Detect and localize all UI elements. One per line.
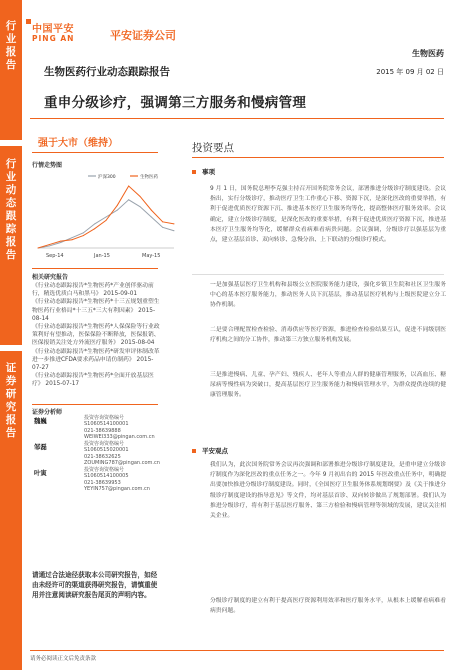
- analyst-entry: [32, 415, 162, 441]
- series-point: [162, 227, 163, 228]
- report-subtitle: 生物医药行业动态跟踪报告: [44, 66, 170, 78]
- para-event: 9 月 1 日，国务院总理李克强主持召开国务院常务会议，部署推进分级诊疗制度建设。会议指出，实行分级诊疗，推动医疗卫生工作重心下移、资源下沉，是深化医改的重要举措，有利于促进优质医疗资源下沉、推进基本医疗卫生服务均等化，提高整体医疗服务效率。会议确定，建立分级诊疗制度，是深化医改的重要举措，有利于促进优质医疗资源下沉，推进基本医疗卫生服务均等化，缓解群众看病难看病贵问题。会议强调，分级诊疗以强基层为重点，建立基层首诊、双向转诊、急慢分治、上下联动的分级诊疗模式。: [210, 186, 446, 244]
- series-point: [117, 205, 118, 206]
- brand-name: 平安证券公司: [110, 29, 176, 42]
- analyst-details: 投资咨询资格编号 S1060514100005 021-38639953 YEYIN757@pingan.com.cn: [84, 467, 150, 493]
- footer-note: 请务必阅读正文后免责条款: [30, 650, 444, 662]
- section-head-event: 事项: [202, 168, 215, 176]
- series-point: [117, 210, 118, 211]
- related-item[interactable]: 《行业动态跟踪报告*生物医药*研发审评体制改革进一步推进CFDA要求药品申请仿制药》 2015-07-27: [32, 348, 160, 372]
- section-head-view: 平安观点: [202, 447, 228, 455]
- para-3: 三是推进慢病、儿童、孕产妇、残疾人、老年人等重点人群的健康管理服务，以高血压、糖尿病等慢性病为突破口，提高基层医疗卫生服务能力和慢病管理水平，为群众提供连续的健康管理服务。: [210, 372, 446, 399]
- legend-label: 生物医药: [140, 175, 158, 180]
- related-divider: [32, 268, 158, 269]
- series-point: [49, 244, 50, 245]
- trend-chart: [32, 170, 182, 262]
- analyst-divider: [32, 404, 158, 405]
- series-point: [83, 235, 84, 236]
- trend-label: 行情走势图: [32, 162, 63, 169]
- related-item[interactable]: 《行业动态跟踪报告*生物医药*全面开放基层医疗》 2015-07-17: [32, 373, 154, 388]
- analyst-details: 投资咨询资格编号 S1060514100001 021-38639888 WEIWEI333@pingan.com.cn: [84, 415, 155, 441]
- series-point: [94, 228, 95, 229]
- series-point: [140, 196, 141, 197]
- analyst-name: 邹磊: [34, 443, 47, 451]
- series-point: [83, 232, 84, 233]
- series-point: [140, 206, 141, 207]
- rating-divider: [32, 152, 158, 153]
- analyst-name: 叶寅: [34, 469, 47, 477]
- series-point: [94, 223, 95, 224]
- industry-label: 生物医药: [412, 49, 444, 58]
- report-date: 2015 年 09 月 02 日: [376, 68, 444, 76]
- analyst-name: 魏巍: [34, 417, 47, 425]
- series-point: [72, 239, 73, 240]
- disclaimer-text: 请通过合法途径获取本公司研究报告，如经由未经许可的渠道获得研究报告，请慎重使用并注意阅读研究报告尾页的声明内容。: [32, 571, 158, 599]
- series-point: [60, 242, 61, 243]
- series-point: [49, 245, 50, 246]
- related-list: [32, 282, 162, 389]
- series-point: [151, 217, 152, 218]
- series-point: [106, 220, 107, 221]
- para-divider: [192, 274, 444, 275]
- rating-label: 强于大市（维持）: [38, 138, 118, 149]
- analyst-details: 投资咨询资格编号 S1060515020001 021-38632625 ZOUMING787@pingan.com.cn: [84, 441, 160, 467]
- bullet-icon: [192, 170, 196, 174]
- side-label-report: 行业报告: [5, 20, 17, 71]
- analyst-entry: [32, 441, 162, 467]
- x-tick-label: Jan-15: [94, 253, 110, 259]
- pingan-logo-icon: [26, 19, 31, 24]
- related-item[interactable]: 《行业动态跟踪报告*生物医药*十三五规划重塑生物医药行业格局*十三五*三大有利因素》 2015-08-14: [32, 299, 160, 322]
- series-point: [60, 241, 61, 242]
- para-1: 一是加强基层医疗卫生机构和县级公立医院服务能力建设，强化乡镇卫生院和社区卫生服务中心的基本医疗服务能力，推动医务人员下沉基层，推动基层医疗机构与上级医院建立分工协作机制。: [210, 282, 446, 309]
- legend-label: 沪深300: [98, 175, 116, 180]
- para-view-1: 我们认为，此次国务院常务会议再次强调和部署推进分级诊疗制度建设，是重申建立分级诊疗制度作为深化医改的重点任务之一。今年 9 月初出台的 2015 年医改重点任务中，明确提出要加快推进分级诊疗制度建设。同时，《全国医疗卫生服务体系规划纲要》及《关于推进分级诊疗制度建设的指导意见》等文件，均对基层首诊、双向转诊做出了规划部署。我们认为推进分级诊疗，将有利于基层医疗服务、第三方检验和慢病管理等领域的发展，建议关注相关企业。: [210, 462, 446, 520]
- logo-cn: 中国平安: [32, 24, 74, 35]
- report-title: 重申分级诊疗，强调第三方服务和慢病管理: [44, 95, 307, 111]
- side-divider: [0, 140, 22, 146]
- series-point: [174, 223, 175, 224]
- section-title: 投资要点: [192, 142, 234, 154]
- analyst-entry: [32, 467, 162, 493]
- series-point: [128, 199, 129, 200]
- analyst-label: 证券分析师: [32, 409, 63, 416]
- logo-en: PING AN: [32, 34, 75, 43]
- series-point: [174, 230, 175, 231]
- x-tick-label: May-15: [142, 253, 161, 259]
- related-item[interactable]: 《行业动态跟踪报告*生物医药*人保保险等行业政策利好有望推动，医保保险不断释放，医保报销、医保报销关注处方外流医疗服务》 2015-08-04: [32, 324, 160, 347]
- analyst-list: [32, 415, 162, 493]
- company-logo: [32, 20, 74, 43]
- related-item[interactable]: 《行业动态跟踪报告*生物医药*产业创伴驱动前行，精选优质白马和黑马》 2015-09-01: [32, 283, 154, 298]
- series-point: [128, 186, 129, 187]
- x-tick-label: Sep-14: [46, 253, 64, 259]
- header-divider: [30, 118, 444, 119]
- series-line: [38, 200, 174, 248]
- series-point: [106, 217, 107, 218]
- related-label: 相关研究报告: [32, 274, 69, 281]
- series-point: [151, 210, 152, 211]
- para-view-2: 分级诊疗制度的建立有利于提高医疗资源利用效率和医疗服务水平，从根本上缓解看病难看病贵问题。: [210, 598, 446, 615]
- side-band: [0, 0, 22, 670]
- side-label-research: 证券研究报告: [5, 362, 17, 439]
- para-2: 二是要合理配置检查检验、消毒供应等医疗资源，推进检查检验结果互认，促进不同级别医疗机构之间的分工协作，推动第三方独立服务机构发展。: [210, 327, 446, 344]
- side-divider: [0, 345, 22, 351]
- section-divider: [192, 157, 444, 158]
- bullet-icon: [192, 449, 196, 453]
- side-label-type: 行业动态跟踪报告: [5, 158, 17, 261]
- series-point: [162, 221, 163, 222]
- series-point: [38, 248, 39, 249]
- series-point: [72, 237, 73, 238]
